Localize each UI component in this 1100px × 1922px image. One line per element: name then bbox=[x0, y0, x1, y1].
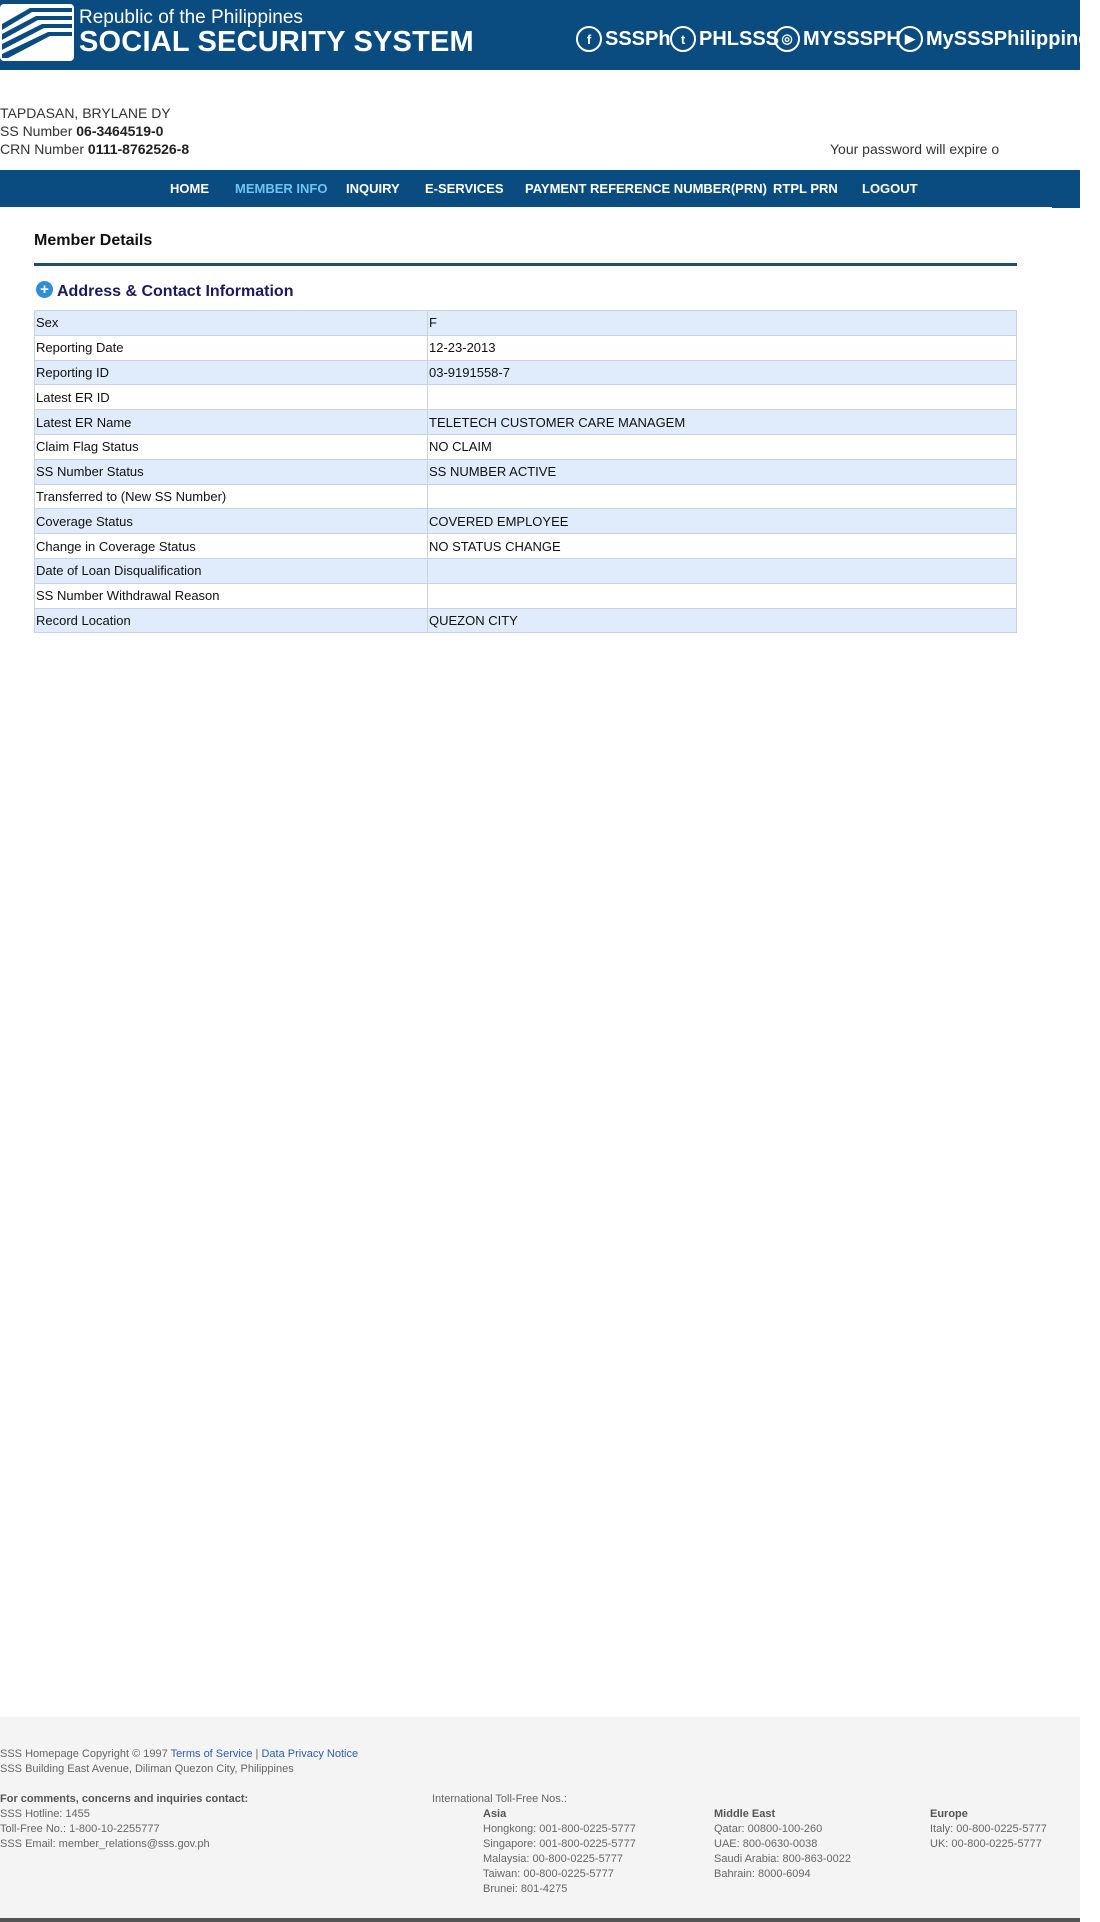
field-label: Reporting ID bbox=[35, 360, 428, 385]
asia-number: Taiwan: 00-800-0225-5777 bbox=[483, 1868, 614, 1880]
copyright-text: SSS Homepage Copyright © 1997 bbox=[0, 1748, 168, 1760]
instagram-icon: ◎ bbox=[774, 26, 800, 52]
field-value bbox=[428, 558, 1017, 583]
ss-number-value: 06-3464519-0 bbox=[76, 123, 164, 139]
site-footer bbox=[0, 1717, 1080, 1922]
table-row bbox=[35, 534, 1017, 559]
data-privacy-link[interactable]: Data Privacy Notice bbox=[261, 1748, 359, 1760]
crn-number-label: CRN Number bbox=[0, 141, 85, 157]
site-header bbox=[0, 0, 1100, 70]
field-label: Record Location bbox=[35, 608, 428, 633]
sss-logo-icon bbox=[0, 4, 74, 61]
social-label: SSSPh bbox=[605, 27, 671, 50]
field-label: Sex bbox=[35, 311, 428, 336]
intl-tollfree-heading: International Toll-Free Nos.: bbox=[432, 1793, 567, 1805]
region-middle-east-title: Middle East bbox=[714, 1808, 776, 1820]
social-link-youtube[interactable] bbox=[897, 26, 1100, 52]
sss-hotline: SSS Hotline: 1455 bbox=[0, 1808, 90, 1820]
member-name: TAPDASAN, BRYLANE DY bbox=[0, 105, 171, 121]
middle-east-number: Saudi Arabia: 800-863-0022 bbox=[714, 1853, 851, 1865]
field-label: SS Number Withdrawal Reason bbox=[35, 583, 428, 608]
field-label: SS Number Status bbox=[35, 459, 428, 484]
table-row bbox=[35, 335, 1017, 360]
section-divider bbox=[34, 263, 1017, 266]
member-details-table bbox=[34, 310, 1017, 633]
field-value: SS NUMBER ACTIVE bbox=[428, 459, 1017, 484]
nav-home[interactable]: HOME bbox=[170, 181, 209, 196]
europe-number: Italy: 00-800-0225-5777 bbox=[930, 1823, 1047, 1835]
address-contact-toggle[interactable]: Address & Contact Information bbox=[57, 283, 294, 300]
field-value bbox=[428, 583, 1017, 608]
field-label: Date of Loan Disqualification bbox=[35, 558, 428, 583]
crn-number bbox=[0, 141, 189, 157]
nav-rtpl-prn[interactable]: RTPL PRN bbox=[773, 181, 838, 196]
table-row bbox=[35, 410, 1017, 435]
footer-separator: | bbox=[255, 1748, 259, 1760]
table-row bbox=[35, 385, 1017, 410]
nav-edge-divider bbox=[1052, 206, 1080, 208]
field-label: Claim Flag Status bbox=[35, 434, 428, 459]
table-row bbox=[35, 311, 1017, 336]
ss-number-label: SS Number bbox=[0, 123, 73, 139]
field-label: Reporting Date bbox=[35, 335, 428, 360]
twitter-icon: t bbox=[670, 26, 696, 52]
field-value: TELETECH CUSTOMER CARE MANAGEM bbox=[428, 410, 1017, 435]
ss-number bbox=[0, 123, 163, 139]
password-expiry-notice: Your password will expire o bbox=[830, 141, 1000, 157]
footer-bottom-bar bbox=[0, 1918, 1080, 1922]
field-label: Change in Coverage Status bbox=[35, 534, 428, 559]
social-link-instagram[interactable] bbox=[774, 26, 901, 52]
social-label: MYSSSPH bbox=[803, 27, 901, 50]
table-row bbox=[35, 509, 1017, 534]
table-row bbox=[35, 608, 1017, 633]
facebook-icon: f bbox=[576, 26, 602, 52]
footer-copyright-line bbox=[0, 1748, 358, 1760]
field-value: F bbox=[428, 311, 1017, 336]
field-value: COVERED EMPLOYEE bbox=[428, 509, 1017, 534]
field-value bbox=[428, 385, 1017, 410]
field-value: NO STATUS CHANGE bbox=[428, 534, 1017, 559]
table-row bbox=[35, 459, 1017, 484]
nav-prn[interactable]: PAYMENT REFERENCE NUMBER(PRN) bbox=[525, 181, 767, 196]
field-value: NO CLAIM bbox=[428, 434, 1017, 459]
expand-plus-icon[interactable]: + bbox=[36, 281, 53, 298]
field-label: Coverage Status bbox=[35, 509, 428, 534]
nav-inquiry[interactable]: INQUIRY bbox=[346, 181, 400, 196]
sss-email: SSS Email: member_relations@sss.gov.ph bbox=[0, 1838, 210, 1850]
asia-number: Singapore: 001-800-0225-5777 bbox=[483, 1838, 636, 1850]
field-value: 12-23-2013 bbox=[428, 335, 1017, 360]
field-value: 03-9191558-7 bbox=[428, 360, 1017, 385]
table-row bbox=[35, 484, 1017, 509]
region-asia-title: Asia bbox=[483, 1808, 507, 1820]
table-row bbox=[35, 583, 1017, 608]
crn-number-value: 0111-8762526-8 bbox=[87, 141, 190, 157]
nav-e-services[interactable]: E-SERVICES bbox=[425, 181, 504, 196]
social-label: MySSSPhilippines bbox=[926, 27, 1100, 50]
terms-of-service-link[interactable]: Terms of Service bbox=[170, 1748, 253, 1760]
social-label: PHLSSS bbox=[699, 27, 780, 50]
middle-east-number: UAE: 800-0630-0038 bbox=[714, 1838, 818, 1850]
main-nav bbox=[0, 170, 1080, 207]
middle-east-number: Bahrain: 8000-6094 bbox=[714, 1868, 811, 1880]
table-row bbox=[35, 434, 1017, 459]
field-value bbox=[428, 484, 1017, 509]
social-link-twitter[interactable] bbox=[670, 26, 779, 52]
field-label: Transferred to (New SS Number) bbox=[35, 484, 428, 509]
page-title: Member Details bbox=[34, 232, 153, 249]
brand-subtitle: Republic of the Philippines bbox=[79, 7, 303, 28]
region-europe-title: Europe bbox=[930, 1808, 968, 1820]
table-row bbox=[35, 360, 1017, 385]
nav-member-info[interactable]: MEMBER INFO bbox=[235, 181, 328, 196]
asia-number: Hongkong: 001-800-0225-5777 bbox=[483, 1823, 636, 1835]
asia-number: Malaysia: 00-800-0225-5777 bbox=[483, 1853, 624, 1865]
footer-address: SSS Building East Avenue, Diliman Quezon City, Philippines bbox=[0, 1763, 294, 1775]
social-link-facebook[interactable] bbox=[576, 26, 671, 52]
asia-number: Brunei: 801-4275 bbox=[483, 1883, 568, 1895]
europe-number: UK: 00-800-0225-5777 bbox=[930, 1838, 1042, 1850]
nav-logout[interactable]: LOGOUT bbox=[862, 181, 918, 196]
field-value: QUEZON CITY bbox=[428, 608, 1017, 633]
sss-tollfree: Toll-Free No.: 1-800-10-2255777 bbox=[0, 1823, 160, 1835]
contact-heading: For comments, concerns and inquiries contact: bbox=[0, 1793, 249, 1805]
table-row bbox=[35, 558, 1017, 583]
middle-east-number: Qatar: 00800-100-260 bbox=[714, 1823, 823, 1835]
field-label: Latest ER Name bbox=[35, 410, 428, 435]
field-label: Latest ER ID bbox=[35, 385, 428, 410]
youtube-icon: ▶ bbox=[897, 26, 923, 52]
brand-title: SOCIAL SECURITY SYSTEM bbox=[79, 26, 474, 58]
